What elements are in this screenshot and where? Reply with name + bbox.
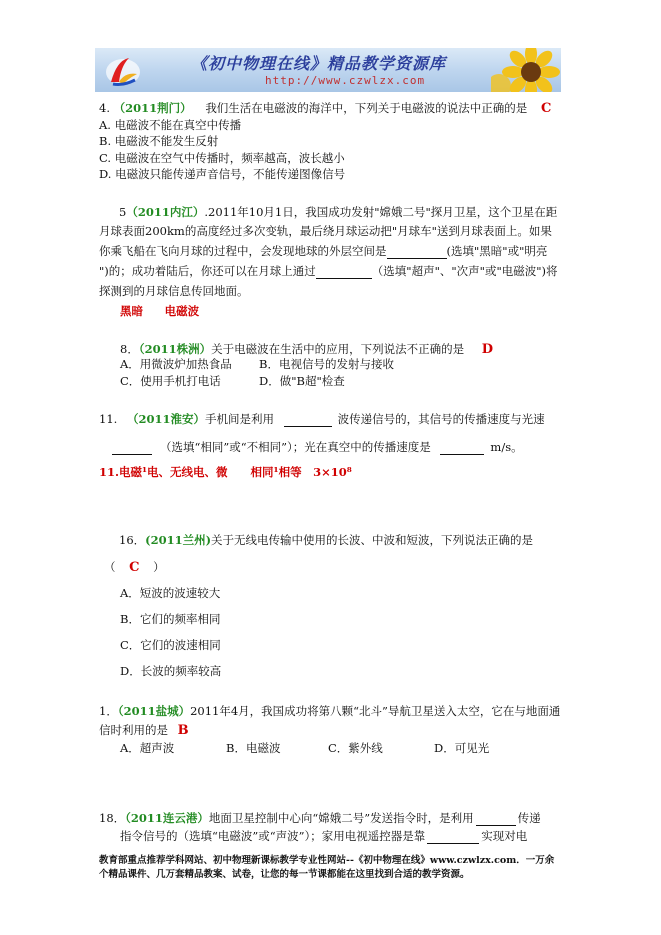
q16-option-d: D．长波的频率较高 bbox=[120, 664, 222, 678]
q5-line4 bbox=[99, 265, 558, 279]
q18-line2 bbox=[120, 830, 527, 844]
q11-blank-3 bbox=[440, 442, 484, 455]
q16-source: (2011兰州) bbox=[145, 533, 212, 547]
q5-blank-1 bbox=[387, 246, 447, 259]
q5-answers bbox=[120, 305, 199, 319]
q8-number: 8． bbox=[120, 342, 139, 356]
q11-line2 bbox=[112, 441, 523, 455]
q1-source: （2011盐城） bbox=[117, 704, 191, 718]
q4-stem bbox=[99, 101, 551, 117]
q5-text3b: (选填"黑暗"或"明亮 bbox=[446, 244, 548, 258]
q16-number: 16． bbox=[119, 533, 146, 547]
q18-blank-1 bbox=[476, 813, 516, 826]
q1-option-d: D．可见光 bbox=[434, 741, 490, 755]
q8-option-a: A．用微波炉加热食品 bbox=[120, 357, 232, 371]
site-logo-icon bbox=[103, 52, 143, 88]
q4-option-b: B. 电磁波不能发生反射 bbox=[99, 134, 219, 148]
q11-answer: 11.电磁¹电、无线电、微 相同¹相等 3×10⁸ bbox=[99, 465, 352, 479]
q16-option-a: A．短波的波速较大 bbox=[120, 586, 221, 600]
q1-option-a: A．超声波 bbox=[120, 741, 175, 755]
q1-text: 2011年4月，我国成功将第八颗“北斗”导航卫星送入太空，它在与地面通 bbox=[190, 704, 561, 718]
q8-option-d: D．做"B超"检查 bbox=[259, 374, 345, 388]
q5-blank-2 bbox=[316, 266, 372, 279]
q18-text-a: 地面卫星控制中心向“嫦娥二号”发送指令时，是利用 bbox=[208, 811, 474, 825]
footer-line-1: 教育部重点推荐学科网站、初中物理新课标教学专业性网站--《初中物理在线》www.czwlzx.com．一万余 bbox=[99, 855, 555, 866]
q16-option-b: B．它们的频率相同 bbox=[120, 612, 221, 626]
q5-answer-1: 黑暗 bbox=[120, 304, 143, 318]
q16-stem bbox=[119, 534, 533, 548]
banner-title: 《初中物理在线》精品教学资源库 bbox=[191, 54, 447, 73]
q11-text-c: （选填“相同”或“不相同”）；光在真空中的传播速度是 bbox=[160, 440, 431, 454]
q8-text: 关于电磁波在生活中的应用，下列说法不正确的是 bbox=[211, 342, 465, 356]
q1-option-c: C．紫外线 bbox=[328, 741, 383, 755]
q11-source: （2011淮安） bbox=[126, 412, 205, 426]
q5-line5: 探测到的月球信息传回地面。 bbox=[99, 284, 249, 298]
q16-answer: C bbox=[129, 560, 140, 575]
q4-option-a: A. 电磁波不能在真空中传播 bbox=[99, 118, 242, 132]
q16-text: 关于无线电传输中使用的长波、中波和短波，下列说法正确的是 bbox=[211, 533, 534, 547]
sunflower-icon bbox=[491, 48, 561, 92]
q18-text-b: 传递 bbox=[517, 811, 541, 825]
q18-text2a: 指令信号的（选填“电磁波”或“声波”）；家用电视遥控器是靠 bbox=[120, 829, 426, 843]
q5-source: （2011内江） bbox=[126, 205, 205, 219]
q11-number: 11. bbox=[99, 412, 118, 426]
q11-blank-1 bbox=[284, 414, 332, 427]
q5-answer-2: 电磁波 bbox=[164, 304, 200, 318]
q1-line2 bbox=[99, 723, 189, 739]
q18-text2b: 实现对电 bbox=[481, 829, 528, 843]
q5-text4a: ")的；成功着陆后，你还可以在月球上通过 bbox=[99, 264, 316, 278]
q8-source: （2011株洲） bbox=[138, 342, 212, 356]
q11-text-d: m/s。 bbox=[490, 440, 523, 454]
header-banner bbox=[95, 48, 561, 92]
q18-number: 18． bbox=[99, 811, 126, 825]
q5-text1: .2011年10月1日，我国成功发射"嫦娥二号"探月卫星，这个卫星在距 bbox=[204, 205, 558, 219]
q4-text: 我们生活在电磁波的海洋中，下列关于电磁波的说法中正确的是 bbox=[205, 101, 528, 115]
q5-line1 bbox=[119, 206, 557, 220]
q5-line3 bbox=[99, 245, 547, 259]
banner-url[interactable]: http://www.czwlzx.com bbox=[265, 74, 426, 87]
q8-answer: D bbox=[481, 342, 494, 357]
q8-stem bbox=[120, 342, 493, 358]
q11-blank-2 bbox=[112, 442, 152, 455]
q16-answer-line bbox=[104, 560, 165, 576]
q5-text4b: （选填"超声"、"次声"或"电磁波")将 bbox=[371, 264, 558, 278]
q1-number: 1． bbox=[99, 704, 118, 718]
q4-option-d: D. 电磁波只能传递声音信号，不能传递图像信号 bbox=[99, 167, 346, 181]
q4-number: 4. bbox=[99, 101, 110, 115]
q4-source: （2011荆门） bbox=[113, 101, 192, 115]
q1-answer: B bbox=[177, 723, 189, 738]
q11-text-b: 波传递信号的，其信号的传播速度与光速 bbox=[337, 412, 545, 426]
q4-option-c: C. 电磁波在空气中传播时，频率越高，波长越小 bbox=[99, 151, 345, 165]
q5-number: 5 bbox=[119, 205, 127, 219]
q16-option-c: C．它们的波速相同 bbox=[120, 638, 221, 652]
q18-source: （2011连云港） bbox=[125, 811, 209, 825]
q8-option-b: B．电视信号的发射与接收 bbox=[259, 357, 394, 371]
q16-paren-close: ） bbox=[153, 560, 165, 574]
q8-option-c: C．使用手机打电话 bbox=[120, 374, 221, 388]
q5-line2: 月球表面200km的高度经过多次变轨，最后绕月球运动把"月球车"送到月球表面上。如果 bbox=[99, 224, 552, 238]
q18-blank-2 bbox=[427, 831, 479, 844]
q5-text3a: 你乘飞船在飞向月球的过程中，会发现地球的外层空间是 bbox=[99, 244, 387, 258]
q16-paren-open: （ bbox=[104, 560, 116, 574]
q11-line1 bbox=[99, 413, 545, 427]
q4-answer: C bbox=[540, 101, 552, 116]
footer-line-2: 个精品课件、几万套精品教案、试卷，让您的每一节课都能在这里找到合适的教学资源。 bbox=[99, 869, 470, 880]
q1-text2: 信时利用的是 bbox=[99, 723, 168, 737]
q18-line1 bbox=[99, 812, 541, 826]
q1-option-b: B．电磁波 bbox=[226, 741, 281, 755]
q1-stem bbox=[99, 705, 560, 719]
q11-text-a: 手机间是利用 bbox=[204, 412, 274, 426]
